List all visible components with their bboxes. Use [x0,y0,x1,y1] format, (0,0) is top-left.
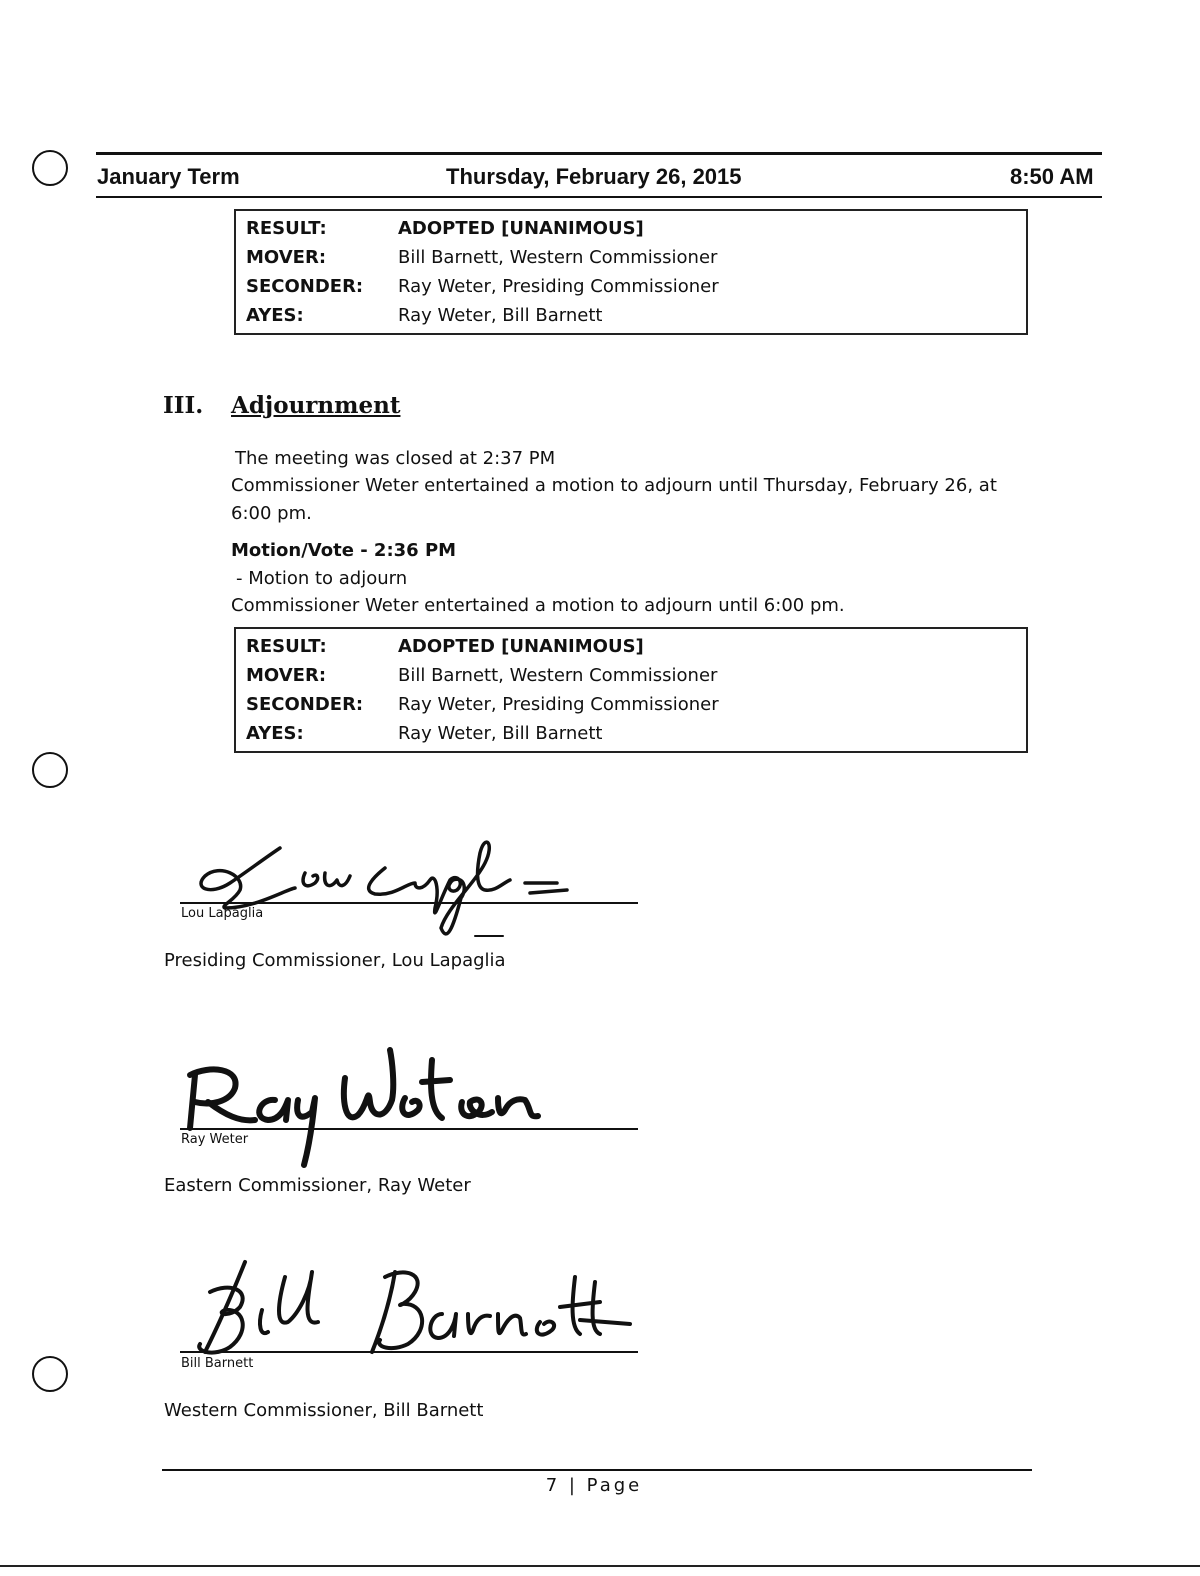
vote-value: ADOPTED [UNANIMOUS] [398,218,644,239]
signature-ray-weter [180,1040,560,1170]
vote-row-mover [246,243,1016,272]
vote-label: RESULT: [246,636,327,657]
vote-row-seconder [246,690,1016,719]
vote-value: Ray Weter, Bill Barnett [398,305,603,326]
header-date: Thursday, February 26, 2015 [446,164,742,189]
printed-name-3: Bill Barnett [181,1356,254,1371]
vote-row-mover [246,661,1016,690]
motion-item: - Motion to adjourn [236,568,408,589]
punch-hole-bottom [32,1356,68,1392]
header-time: 8:50 AM [1010,164,1094,189]
vote-result-box-2 [234,627,1028,753]
vote-label: AYES: [246,723,304,744]
vote-value: Ray Weter, Bill Barnett [398,723,603,744]
signature-line-3 [180,1351,638,1353]
vote-row-ayes [246,301,1016,330]
vote-row-ayes [246,719,1016,748]
vote-label: AYES: [246,305,304,326]
vote-value: Bill Barnett, Western Commissioner [398,247,718,268]
vote-label: MOVER: [246,247,327,268]
signature-lou-lapaglia [185,828,605,948]
vote-row-result [246,632,1016,661]
vote-value: Ray Weter, Presiding Commissioner [398,276,719,297]
header-rule-top [96,152,1102,155]
signature-line-2 [180,1128,638,1130]
vote-result-box-1 [234,209,1028,335]
meeting-closed-line: The meeting was closed at 2:37 PM [235,448,556,469]
vote-row-seconder [246,272,1016,301]
footer-rule [162,1469,1032,1471]
vote-value: ADOPTED [UNANIMOUS] [398,636,644,657]
signature-title-2: Eastern Commissioner, Ray Weter [164,1175,471,1196]
motion-text-2: Commissioner Weter entertained a motion to adjourn until 6:00 pm. [231,595,845,616]
vote-row-result [246,214,1016,243]
signature-line-1 [180,902,638,904]
page-number: 7 | Page [545,1475,643,1496]
vote-label: RESULT: [246,218,327,239]
signature-bill-barnett [180,1252,640,1372]
vote-value: Ray Weter, Presiding Commissioner [398,694,719,715]
motion-vote-heading: Motion/Vote - 2:36 PM [231,540,457,561]
vote-value: Bill Barnett, Western Commissioner [398,665,718,686]
printed-name-2: Ray Weter [181,1132,249,1147]
printed-name-1: Lou Lapaglia [181,906,264,921]
vote-label: MOVER: [246,665,327,686]
section-title: Adjournment [231,392,401,419]
header-term: January Term [97,164,240,189]
vote-label: SECONDER: [246,276,364,297]
signature-title-1: Presiding Commissioner, Lou Lapaglia [164,950,506,971]
section-heading [163,392,400,419]
section-number: III. [163,392,204,419]
header-rule-bottom [96,196,1102,198]
vote-label: SECONDER: [246,694,364,715]
signature-title-3: Western Commissioner, Bill Barnett [164,1400,484,1421]
punch-hole-top [32,150,68,186]
page-bottom-edge [0,1565,1200,1567]
punch-hole-middle [32,752,68,788]
motion-text: Commissioner Weter entertained a motion to adjourn until Thursday, February 26, at 6:00 pm. [231,475,997,524]
